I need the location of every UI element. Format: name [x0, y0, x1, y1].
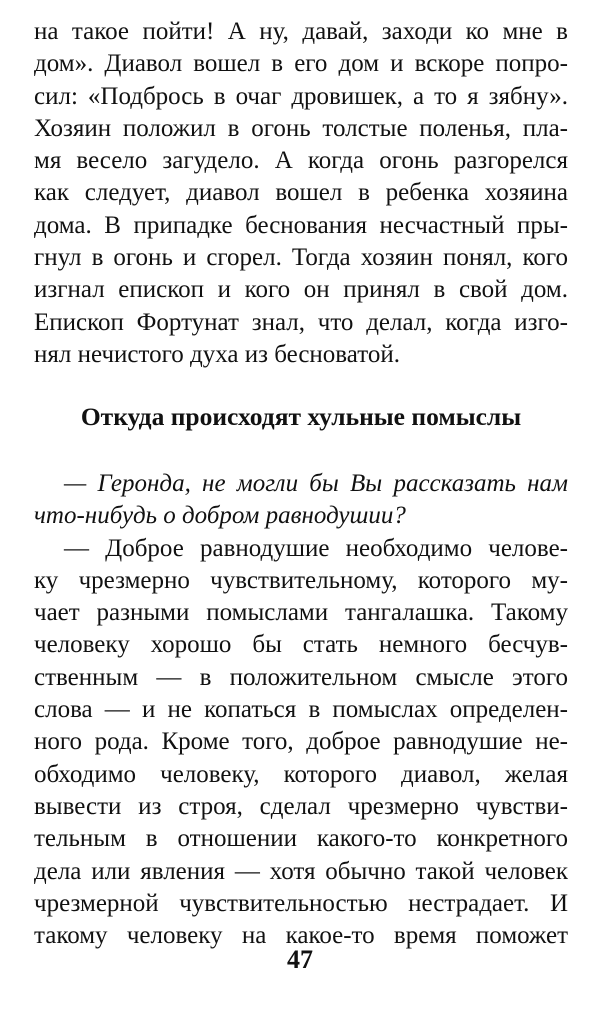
section-heading: Откуда происходят хульные помыслы	[80, 402, 522, 431]
text-line: чает разными помыслами тангалашка. Такому	[34, 599, 568, 627]
text-line: на такое пойти! А ну, давай, заходи ко мне в	[34, 18, 568, 45]
text-line: ку чрезмерно чувствительному, которого му-	[34, 566, 568, 594]
text-line: дома. В припадке беснования несчастный пры-	[34, 211, 568, 239]
text-line: гнул в огонь и сгорел. Тогда хозяин понял, кого	[34, 244, 568, 272]
text-line: дом». Диавол вошел в его дом и вскоре попро-	[34, 50, 568, 78]
answer-paragraph	[34, 533, 568, 953]
book-page	[34, 16, 568, 950]
dialogue-block	[34, 468, 568, 952]
text-line: такому человеку на какое-то время поможет	[34, 922, 568, 950]
text-line: — Доброе равнодушие необходимо челове-	[64, 534, 568, 562]
text-line: ственным — в положительном смысле этого	[34, 663, 568, 691]
text-line: что-нибудь о добром равнодушии?	[34, 502, 406, 530]
text-line: чрезмерной чувствительностью нестрадает. И	[34, 889, 568, 917]
text-line: сил: «Подбрось в очаг дровишек, а то я зябну».	[34, 82, 568, 110]
text-line: Епископ Фортунат знал, что делал, когда изго-	[34, 308, 568, 336]
text-line: нял нечистого духа из бесноватой.	[34, 340, 400, 368]
text-line: изгнал епископ и кого он принял в свой дом.	[34, 276, 568, 304]
text-line: обходимо человеку, которого диавол, желая	[34, 760, 568, 788]
text-line: человеку хорошо бы стать немного бесчув-	[34, 631, 568, 659]
text-line: мя весело загудело. А когда огонь разгорелся	[34, 147, 568, 175]
paragraph-bishop-fortunatus	[34, 16, 568, 371]
text-line: — Геронда, не могли бы Вы рассказать нам	[64, 470, 568, 497]
question-paragraph	[34, 468, 568, 533]
text-line: Хозяин положил в огонь толстые поленья, пла-	[34, 114, 568, 142]
text-line: тельным в отношении какого-то конкретного	[34, 825, 568, 853]
text-line: вывести из строя, сделал чрезмерно чувстви-	[34, 792, 568, 820]
text-line: дела или явления — хотя обычно такой человек	[34, 857, 568, 885]
text-line: слова — и не копаться в помыслах определен-	[34, 696, 568, 724]
text-line: как следует, диавол вошел в ребенка хозяина	[34, 179, 568, 207]
text-line: ного рода. Кроме того, доброе равнодушие не-	[34, 728, 568, 756]
page-number: 47	[287, 945, 313, 974]
